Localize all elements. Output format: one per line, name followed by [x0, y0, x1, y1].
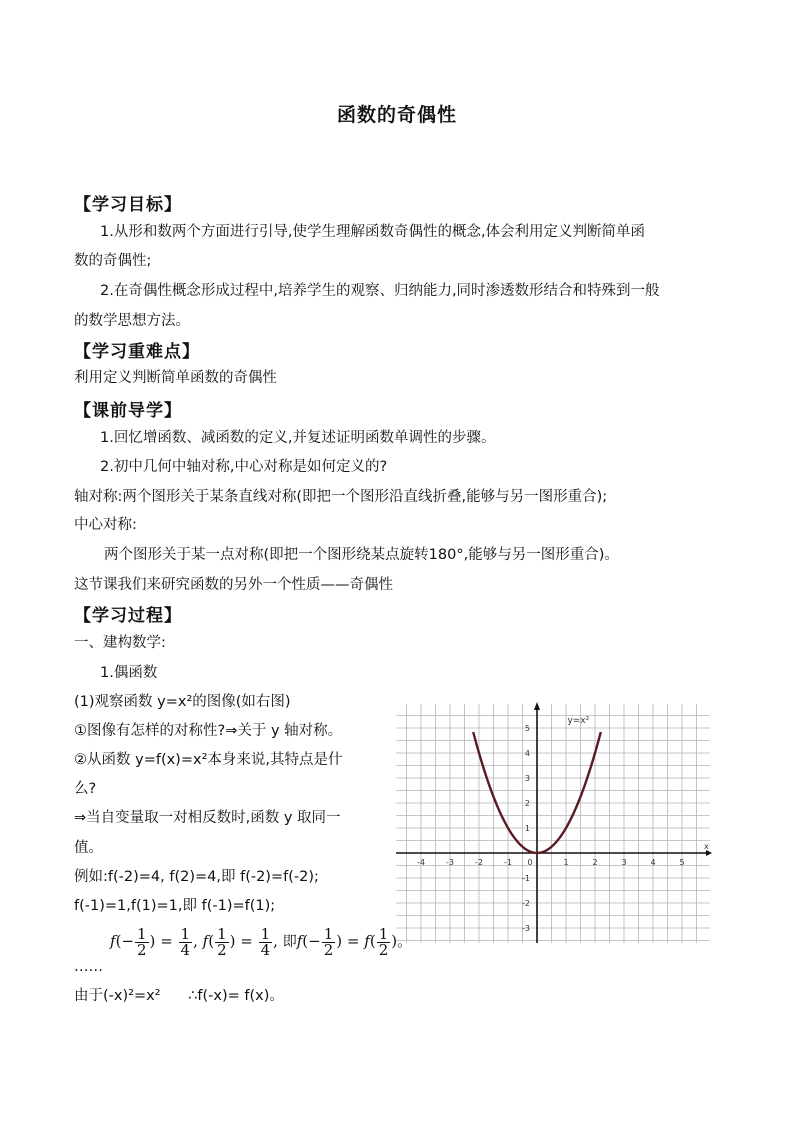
preview-q1: 1.回忆增函数、减函数的定义,并复述证明函数单调性的步骤。: [100, 430, 496, 446]
x-tick-label: -4: [417, 858, 425, 867]
example-line2: f(-1)=1,f(1)=1,即 f(-1)=f(1);: [74, 898, 276, 914]
example-line1: 例如:f(-2)=4, f(2)=4,即 f(-2)=f(-2);: [74, 869, 319, 885]
section-heading-key: 【学习重难点】: [74, 342, 200, 362]
y-tick-label: 1: [524, 824, 530, 833]
conclusion-text: 由于(-x)²=x² ∴f(-x)= f(x)。: [74, 988, 284, 1004]
center-symmetry-label: 中心对称:: [74, 517, 137, 533]
x-tick-label: 0: [527, 858, 533, 867]
x-axis-label: x: [704, 842, 709, 851]
answer-line1: ⇒当自变量取一对相反数时,函数 y 取同一: [74, 810, 341, 826]
goal-1-line2: 数的奇偶性;: [74, 253, 152, 269]
center-symmetry-definition: 两个图形关于某一点对称(即把一个图形绕某点旋转180°,能够与另一图形重合)。: [104, 547, 619, 563]
section-heading-process: 【学习过程】: [74, 606, 182, 626]
half-formula: f(− $\frac{1}{2}$ ) = $\frac{1}{4}$ , f( $\frac{1}{2}$ ) = $\frac{1}{4}$ , 即f(− $\frac{1}{2}$ ) = f( $\frac{1}{2}$ )。: [110, 924, 413, 959]
goal-2-line1: 2.在奇偶性概念形成过程中,培养学生的观察、归纳能力,同时渗透数形结合和特殊到一般: [100, 283, 660, 299]
x-tick-label: 2: [592, 858, 598, 867]
intro-text: 这节课我们来研究函数的另外一个性质——奇偶性: [74, 577, 393, 593]
observe-text: (1)观察函数 y=x²的图像(如右图): [74, 694, 291, 710]
x-tick-label: -2: [475, 858, 483, 867]
y-tick-label: 2: [524, 799, 530, 808]
x-tick-label: 4: [650, 858, 656, 867]
goal-2-line2: 的数学思想方法。: [74, 313, 190, 329]
parabola-graph: [392, 700, 714, 945]
x-tick-label: 1: [563, 858, 569, 867]
graph-axes: [396, 702, 712, 943]
goal-1-line1: 1.从形和数两个方面进行引导,使学生理解函数奇偶性的概念,体会利用定义判断简单函: [100, 224, 646, 240]
ellipsis: ……: [74, 959, 103, 975]
graph-tick-labels: [417, 724, 685, 933]
x-tick-label: 3: [621, 858, 627, 867]
x-tick-label: 5: [679, 858, 685, 867]
y-tick-label: -2: [522, 899, 530, 908]
preview-q2: 2.初中几何中轴对称,中心对称是如何定义的?: [100, 459, 388, 475]
section-heading-goals: 【学习目标】: [74, 195, 182, 215]
section-heading-preview: 【课前导学】: [74, 401, 182, 421]
y-tick-label: 4: [524, 749, 530, 758]
y-tick-label: 3: [524, 774, 530, 783]
y-tick-label: 5: [524, 724, 530, 733]
question-feature-line2: 么?: [74, 781, 97, 797]
key-text: 利用定义判断简单函数的奇偶性: [74, 370, 277, 386]
y-tick-label: -3: [522, 924, 530, 933]
even-function-title: 1.偶函数: [100, 665, 158, 681]
y-tick-label: -1: [522, 874, 530, 883]
curve-label: y=x²: [567, 716, 590, 726]
page-title: 函数的奇偶性: [336, 104, 457, 126]
question-feature-line1: ②从函数 y=f(x)=x²本身来说,其特点是什: [74, 752, 343, 768]
answer-line2: 值。: [74, 840, 103, 856]
x-tick-label: -1: [504, 858, 512, 867]
y-axis-arrow: [534, 702, 540, 710]
x-tick-label: -3: [446, 858, 454, 867]
graph-grid: [396, 704, 710, 943]
question-symmetry: ①图像有怎样的对称性?⇒关于 y 轴对称。: [74, 723, 343, 739]
construct-heading: 一、建构数学:: [74, 635, 166, 651]
axis-symmetry-definition: 轴对称:两个图形关于某条直线对称(即把一个图形沿直线折叠,能够与另一图形重合);: [74, 489, 608, 505]
